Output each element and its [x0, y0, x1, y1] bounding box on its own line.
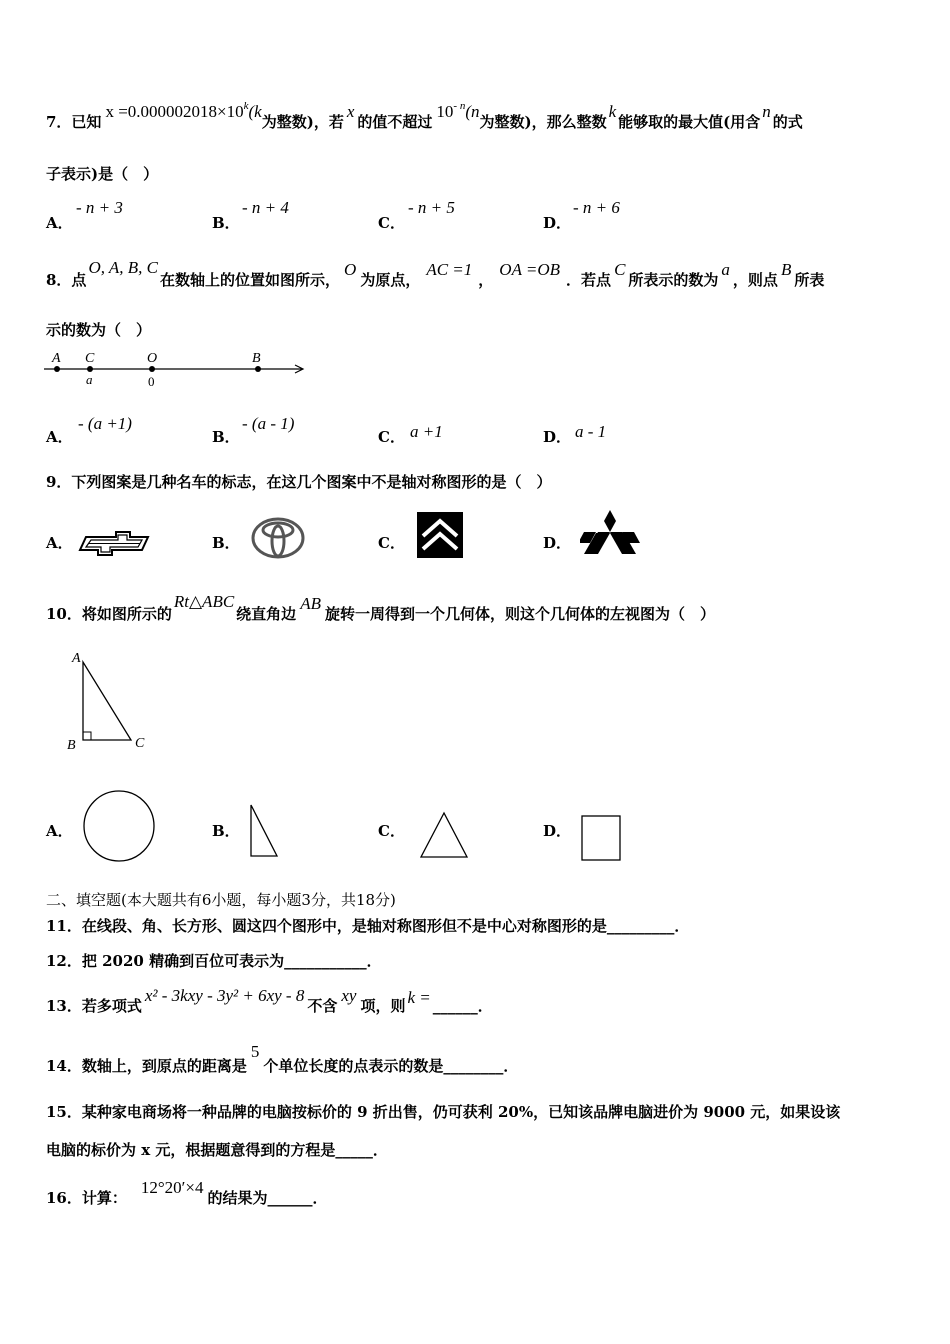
q10-number: 10．将如图所示的 [46, 605, 172, 623]
q8-then-b: ，则点 [732, 271, 778, 289]
q8-option-b-expr: - (a - 1) [242, 414, 295, 433]
q7-option-b-label[interactable]: B． [212, 214, 240, 232]
q7-ten: 10 [436, 102, 454, 121]
section2-heading: 二、填空题(本大题共有6小题，每小题3分，共18分) [46, 891, 396, 909]
q10-vertex-a: A [72, 651, 81, 666]
q8-c: C [614, 260, 626, 279]
q10-option-b-right-triangle [248, 802, 282, 860]
q9-option-a-label[interactable]: A． [46, 534, 73, 552]
q7-max-val: 能够取的最大值(用含 [618, 113, 761, 131]
q10-line [46, 592, 715, 624]
q13-no: 不含 [307, 997, 338, 1015]
q7-option-a-expr: - n + 3 [76, 198, 123, 217]
q8-point-o-dot [149, 366, 155, 372]
q13-number: 13．若多项式 [46, 997, 142, 1015]
q7-option-c-expr: - n + 5 [408, 198, 455, 217]
q10-option-a-label[interactable]: A． [46, 822, 73, 840]
q15-line2: 电脑的标价为 x 元，根据题意得到的方程是_____． [46, 1141, 388, 1159]
q9-option-c-label[interactable]: C． [378, 534, 405, 552]
q8-option-c-label[interactable]: C． [378, 428, 405, 446]
q8-oa: OA =OB [499, 260, 561, 279]
q7-neg-n: - n [453, 100, 466, 112]
q13-xy: xy [341, 986, 357, 1005]
q8-option-a-label[interactable]: A． [46, 428, 73, 446]
q7-option-a-label[interactable]: A． [46, 214, 73, 232]
q14-rest: 个单位长度的点表示的数是________． [263, 1057, 519, 1075]
q10-option-d-label[interactable]: D． [543, 822, 572, 840]
citroen-logo-icon [417, 512, 463, 558]
q8-label-c: C [85, 351, 95, 366]
q8-label-a: A [52, 351, 61, 366]
q8-number: 8．点 [46, 271, 87, 289]
q13-line [46, 986, 493, 1016]
q13-k-eq: k = [407, 988, 431, 1007]
chevrolet-logo-icon [76, 528, 152, 558]
q8-option-d-label[interactable]: D． [543, 428, 572, 446]
q10-option-d-rectangle [580, 814, 624, 862]
q10-vertex-c: C [135, 736, 145, 751]
q8-line2: 示的数为（ ） [46, 321, 152, 339]
q8-number-line [40, 346, 315, 390]
q9-option-b-label[interactable]: B． [212, 534, 240, 552]
q13-polynomial: x² - 3kxy - 3y² + 6xy - 8 [144, 986, 305, 1005]
q7-option-c-label[interactable]: C． [378, 214, 405, 232]
q10-around: 绕直角边 [236, 605, 297, 623]
q16-number: 16．计算： [46, 1189, 127, 1207]
q12-text: 12．把 2020 精确到百位可表示为___________． [46, 952, 382, 970]
q7-of-form: 的式 [772, 113, 803, 131]
q7-int2: 为整数)，那么整数 [479, 113, 607, 131]
q8-o: O [344, 260, 357, 279]
q8-points: O, A, B, C [88, 258, 159, 277]
q13-blank: ______． [432, 997, 493, 1015]
q8-a: a [721, 260, 730, 279]
q14-line [46, 1042, 519, 1076]
q10-ab: AB [300, 594, 321, 613]
q8-ac: AC =1 [426, 260, 473, 279]
q10-rt-abc: Rt△ABC [173, 592, 235, 611]
q8-option-a-expr: - (a +1) [78, 414, 132, 433]
q8-origin: 为原点， [360, 271, 421, 289]
q8-comma: ， [478, 271, 494, 289]
q9-option-d-label[interactable]: D． [543, 534, 572, 552]
q14-five: 5 [250, 1042, 260, 1061]
q10-option-c-label[interactable]: C． [378, 822, 405, 840]
q16-rest: 的结果为______． [207, 1189, 328, 1207]
q7-number: 7．已知 [46, 113, 102, 131]
q8-label-zero: 0 [148, 374, 155, 389]
q10-vertex-b: B [67, 738, 76, 753]
q8-label-o: O [147, 351, 158, 366]
q7-option-d-expr: - n + 6 [573, 198, 620, 217]
q7-line2: 子表示)是（ ） [46, 165, 159, 183]
q8-point-a-dot [54, 366, 60, 372]
q8-line1 [46, 258, 825, 290]
q8-rep-a: 所表示的数为 [628, 271, 719, 289]
q7-open-k: (k [248, 102, 262, 121]
q7-n: n [762, 102, 771, 121]
q15-line1: 15．某种家电商场将一种品牌的电脑按标价的 9 折出售，仍可获利 20%，已知该品牌电脑进价为 9000 元，如果设该 [46, 1103, 841, 1121]
q8-label-a-value: a [86, 372, 93, 387]
q7-int1: 为整数)，若 [261, 113, 344, 131]
q11-text: 11．在线段、角、长方形、圆这四个图形中，是轴对称图形但不是中心对称图形的是_________． [46, 917, 690, 935]
q7-k-sup: k [243, 100, 249, 112]
q8-pos-text: 在数轴上的位置如图所示， [160, 271, 341, 289]
q8-label-b: B [252, 351, 261, 366]
q8-rep: 所表 [794, 271, 825, 289]
q10-option-b-label[interactable]: B． [212, 822, 240, 840]
q10-option-a-circle [80, 788, 158, 864]
q8-point-b-dot [255, 366, 261, 372]
q9-text: 9．下列图案是几种名车的标志，在这几个图案中不是轴对称图形的是（ ） [46, 473, 552, 491]
q7-x-expr: x =0.000002018×10 [105, 102, 244, 121]
q7-option-b-expr: - n + 4 [242, 198, 289, 217]
q7-k: k [608, 102, 617, 121]
q7-x: x [346, 102, 355, 121]
q7-not-exceed: 的值不超过 [357, 113, 433, 131]
q8-option-d-expr: a - 1 [575, 422, 607, 441]
q7-open-n: (n [465, 102, 480, 121]
mitsubishi-logo-icon [580, 508, 640, 558]
q16-line [46, 1178, 328, 1208]
toyota-logo-icon [250, 514, 306, 562]
q8-b: B [780, 260, 792, 279]
q10-right-triangle-figure [62, 648, 158, 756]
q14-number: 14．数轴上，到原点的距离是 [46, 1057, 247, 1075]
q7-option-d-label[interactable]: D． [543, 214, 572, 232]
q8-option-b-label[interactable]: B． [212, 428, 240, 446]
q13-then: 项，则 [360, 997, 406, 1015]
q10-option-c-isosceles-triangle [418, 810, 470, 860]
q16-expr: 12°20′×4 [140, 1178, 204, 1197]
q10-rest: 旋转一周得到一个几何体，则这个几何体的左视图为（ ） [324, 605, 715, 623]
q8-if-c: ．若点 [566, 271, 612, 289]
q8-option-c-expr: a +1 [410, 422, 443, 441]
